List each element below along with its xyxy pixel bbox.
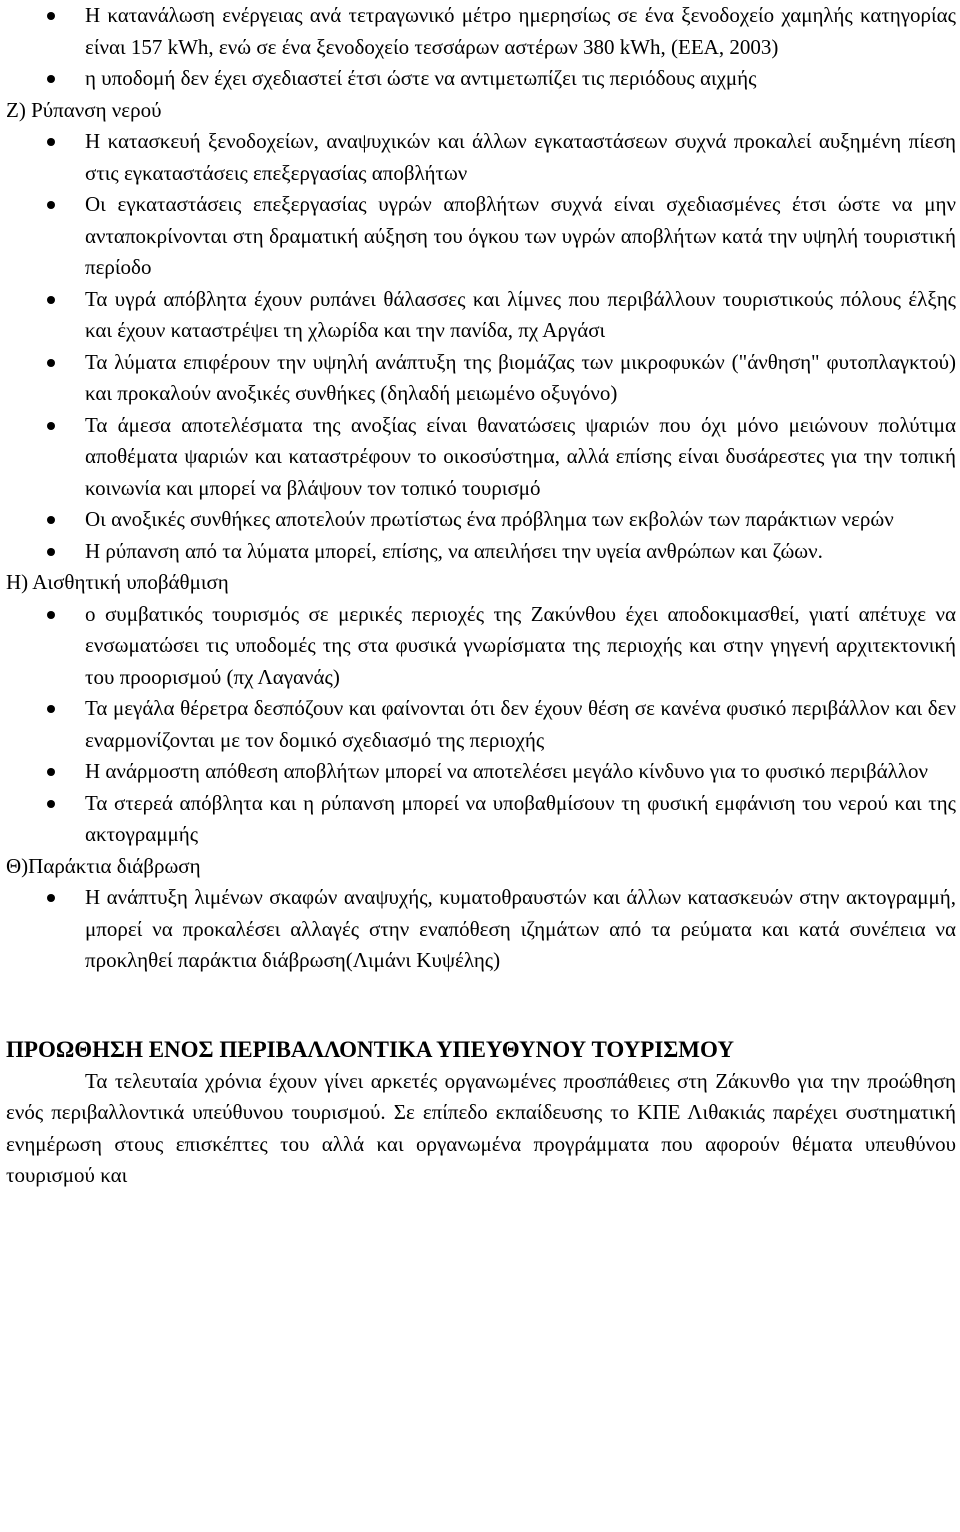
bullet-list [6, 0, 956, 95]
bullet-text: Τα άμεσα αποτελέσματα της ανοξίας είναι θανατώσεις ψαριών που όχι μόνο μειώνουν πολύτιμα αποθέματα ψαριών και καταστρέφουν το οικοσύστημα, αλλά επίσης είναι δυσάρεστες για την τοπική κοινωνία και μπορεί να βλάψουν τον τοπικό τουρισμό [85, 412, 956, 500]
bullet-text: Τα λύματα επιφέρουν την υψηλή ανάπτυξη της βιομάζας των μικροφυκών ("άνθηση" φυτοπλαγκτού) και προκαλούν ανοξικές συνθήκες (δηλαδή μειωμένο οξυγόνο) [85, 349, 956, 405]
bullet-text: Τα μεγάλα θέρετρα δεσπόζουν και φαίνονται ότι δεν έχουν θέση σε κανένα φυσικό περιβάλλον και δεν εναρμονίζονται με τον δομικό σχεδιασμό της περιοχής [85, 696, 956, 752]
section-heading: Θ)Παράκτια διάβρωση [6, 853, 201, 878]
bullet-dot-icon [47, 611, 55, 619]
bullet-text: Η κατανάλωση ενέργειας ανά τετραγωνικό μέτρο ημερησίως σε ένα ξενοδοχείο χαμηλής κατηγορίας είναι 157 kWh, ενώ σε ένα ξενοδοχείο τεσσάρων αστέρων 380 kWh, (ΕΕΑ, 2003) [85, 3, 956, 59]
bullet-text: Η ανάπτυξη λιμένων σκαφών αναψυχής, κυματοθραυστών και άλλων κατασκευών στην ακτογραμμή, μπορεί να προκαλέσει αλλαγές στην εναπόθεση ιζημάτων από τα ρεύματα και κατά συνέπεια να προκληθεί παράκτια διάβρωση(Λιμάνι Κυψέλης) [85, 885, 956, 972]
bullet-dot-icon [47, 705, 55, 713]
bullet-text: Η κατασκευή ξενοδοχείων, αναψυχικών και άλλων εγκαταστάσεων συχνά προκαλεί αυξημένη πίεση στις εγκαταστάσεις επεξεργασίας αποβλήτων [85, 129, 956, 185]
bullet-dot-icon [47, 75, 55, 83]
bullet-list [6, 882, 956, 977]
bullet-item [85, 63, 956, 95]
bullet-dot-icon [47, 422, 55, 430]
section-heading: Η) Αισθητική υποβάθμιση [6, 570, 229, 594]
bullet-text: Τα στερεά απόβλητα και η ρύπανση μπορεί να υποβαθμίσουν τη φυσική εμφάνιση του νερού και της ακτογραμμής [85, 790, 956, 846]
bullet-dot-icon [47, 201, 55, 209]
bullet-dot-icon [47, 12, 55, 20]
bullet-item [85, 189, 956, 284]
bullet-item [85, 347, 956, 410]
section-heading: Ζ) Ρύπανση νερού [6, 97, 162, 122]
bullet-dot-icon [47, 548, 55, 556]
bullet-item [85, 599, 956, 694]
bullet-text: Τα υγρά απόβλητα έχουν ρυπάνει θάλασσες και λίμνες που περιβάλλουν τουριστικούς πόλους έλξης και έχουν καταστρέψει τη χλωρίδα και την πανίδα, πχ Αργάσι [85, 286, 956, 342]
bullet-text: ο συμβατικός τουρισμός σε μερικές περιοχές της Ζακύνθου έχει αποδοκιμασθεί, γιατί απέτυχε να ενσωματώσει τις υποδομές της στα φυσικά γνωρίσματα της περιοχής και στην γηγενή αρχιτεκτονική του προορισμού (πχ Λαγανάς) [85, 601, 956, 689]
bullet-item [85, 0, 956, 63]
body-paragraph: Τα τελευταία χρόνια έχουν γίνει αρκετές οργανωμένες προσπάθειες στη Ζάκυνθο για την προώθηση ενός περιβαλλοντικά υπεύθυνου τουρισμού. Σε επίπεδο εκπαίδευσης το ΚΠΕ Λιθακιάς παρέχει συστηματική ενημέρωση στους επισκέπτες του αλλά και οργανωμένα προγράμματα που αφορούν θέματα υπευθύνου τουρισμού και [6, 1068, 956, 1187]
bullet-list [6, 599, 956, 851]
main-title: ΠΡΟΩΘΗΣΗ ΕΝΟΣ ΠΕΡΙΒΑΛΛΟΝΤΙΚΑ ΥΠΕΥΘΥΝΟΥ ΤΟΥΡΙΣΜΟΥ [6, 1036, 734, 1062]
bullet-item [85, 882, 956, 977]
bullet-text: η υποδομή δεν έχει σχεδιαστεί έτσι ώστε να αντιμετωπίζει τις περιόδους αιχμής [85, 66, 757, 90]
bullet-item [85, 788, 956, 851]
bullet-item [85, 410, 956, 505]
bullet-text: Οι ανοξικές συνθήκες αποτελούν πρωτίστως ένα πρόβλημα των εκβολών των παράκτιων νερών [85, 507, 894, 531]
bullet-text: Η ανάρμοστη απόθεση αποβλήτων μπορεί να αποτελέσει μεγάλο κίνδυνο για το φυσικό περιβάλλον [85, 759, 929, 783]
bullet-dot-icon [47, 359, 55, 367]
bullet-dot-icon [47, 768, 55, 776]
bullet-dot-icon [47, 296, 55, 304]
bullet-list [6, 126, 956, 567]
bullet-item [85, 756, 956, 788]
sections-container [6, 0, 956, 977]
bullet-text: Οι εγκαταστάσεις επεξεργασίας υγρών αποβλήτων συχνά είναι σχεδιασμένες έτσι ώστε να μην ανταποκρίνονται στη δραματική αύξηση του όγκου των υγρών αποβλήτων κατά την υψηλή τουριστική περίοδο [85, 192, 956, 279]
bullet-item [85, 693, 956, 756]
bullet-dot-icon [47, 894, 55, 902]
bullet-item [85, 126, 956, 189]
bullet-dot-icon [47, 516, 55, 524]
bullet-dot-icon [47, 800, 55, 808]
section-gap [6, 977, 956, 1033]
bullet-item [85, 284, 956, 347]
bullet-item [85, 536, 956, 568]
bullet-dot-icon [47, 138, 55, 146]
bullet-text: Η ρύπανση από τα λύματα μπορεί, επίσης, να απειλήσει την υγεία ανθρώπων και ζώων. [85, 538, 823, 563]
bullet-item [85, 504, 956, 536]
